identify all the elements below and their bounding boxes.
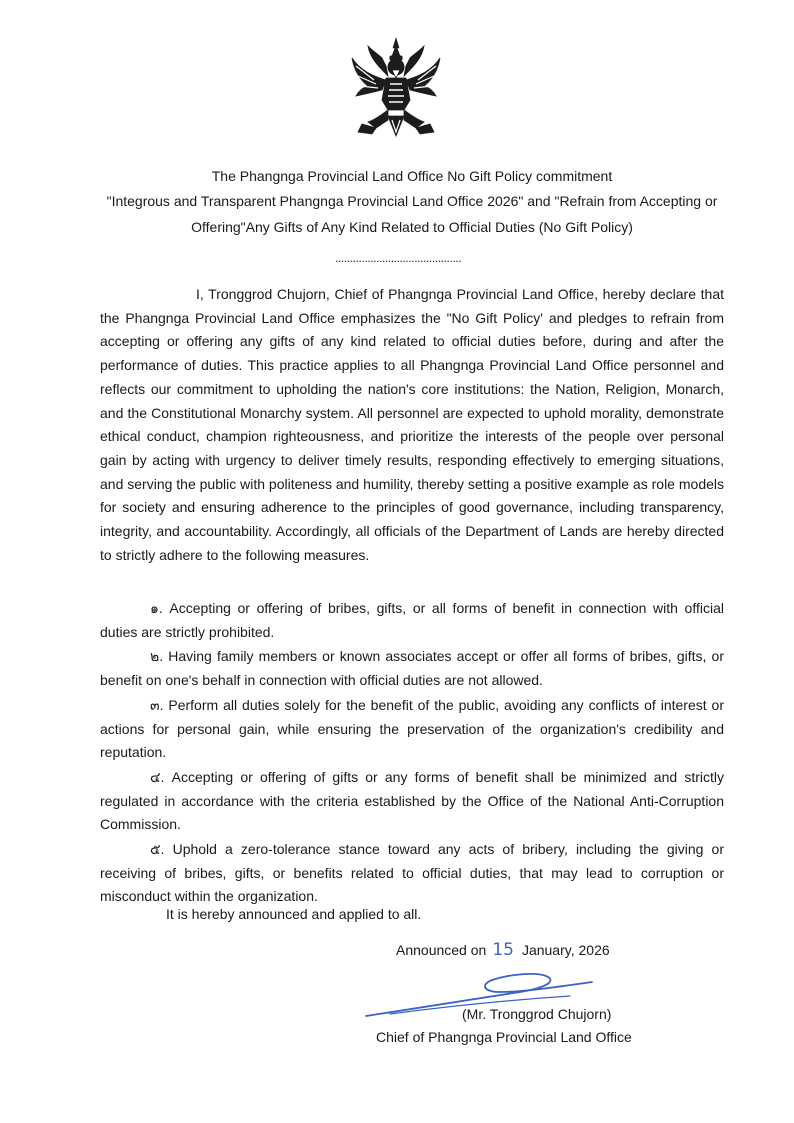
closing-statement: It is hereby announced and applied to all. (166, 906, 422, 922)
announced-prefix: Announced on (396, 942, 487, 958)
signatory-position: Chief of Phangnga Provincial Land Office (376, 1029, 632, 1045)
handwritten-day: 15 (492, 940, 514, 960)
title-separator: ........................................... (335, 251, 462, 265)
declaration-paragraph: I, Tronggrod Chujorn, Chief of Phangnga Provincial Land Office, hereby declare that the Phangnga Provincial Land Office emphasizes the "No Gift Policy' and pledges to refrain from accepting or offering any gifts of any kind related to official duties before, during and after the performance of duties. This practice applies to all Phangnga Provincial Land Office personnel and reflects our commitment to upholding the nation's core institutions: the Nation, Religion, Monarch, and the Constitutional Monarchy system. All personnel are expected to uphold morality, demonstrate ethical conduct, champion righteousness, and prioritize the interests of the people over personal gain by acting with urgency to deliver timely results, responding effectively to emerging situations, and serving the public with politeness and humility, thereby setting a positive example as role models for society and ensuring adherence to the principles of good governance, including transparency, integrity, and accountability. Accordingly, all officials of the Department of Lands are hereby directed to strictly adhere to the following measures. (100, 286, 724, 563)
measure-item-4: ๔. Accepting or offering of gifts or any forms of benefit shall be minimized and strictly regulated in accordance with the criteria established by the Office of the National Anti-Corruption Commission. (100, 769, 724, 833)
measure-item-2: ๒. Having family members or known associates accept or offer all forms of bribes, gifts, or benefit on one's behalf in connection with official duties are not allowed. (100, 648, 724, 688)
title-line-2: "Integrous and Transparent Phangnga Provincial Land Office 2026" and "Refrain from Accepting or (106, 193, 718, 209)
signatory-name: (Mr. Tronggrod Chujorn) (462, 1006, 612, 1022)
title-line-3: Offering"Any Gifts of Any Kind Related to Official Duties (No Gift Policy) (191, 219, 633, 235)
measure-item-1: ๑. Accepting or offering of bribes, gifts, or all forms of benefit in connection with official duties are strictly prohibited. (100, 600, 724, 640)
measure-item-5: ๕. Uphold a zero-tolerance stance toward any acts of bribery, including the giving or receiving of bribes, gifts, or benefits related to official duties, that may lead to corruption or misconduct within the organization. (100, 841, 724, 905)
title-line-1: The Phangnga Provincial Land Office No Gift Policy commitment (211, 168, 613, 184)
measure-item-3: ๓. Perform all duties solely for the benefit of the public, avoiding any conflicts of interest or actions for personal gain, while ensuring the preservation of the organization's credibility and reputation. (100, 697, 724, 761)
garuda-emblem-icon (348, 36, 444, 140)
announced-suffix: January, 2026 (521, 942, 610, 958)
